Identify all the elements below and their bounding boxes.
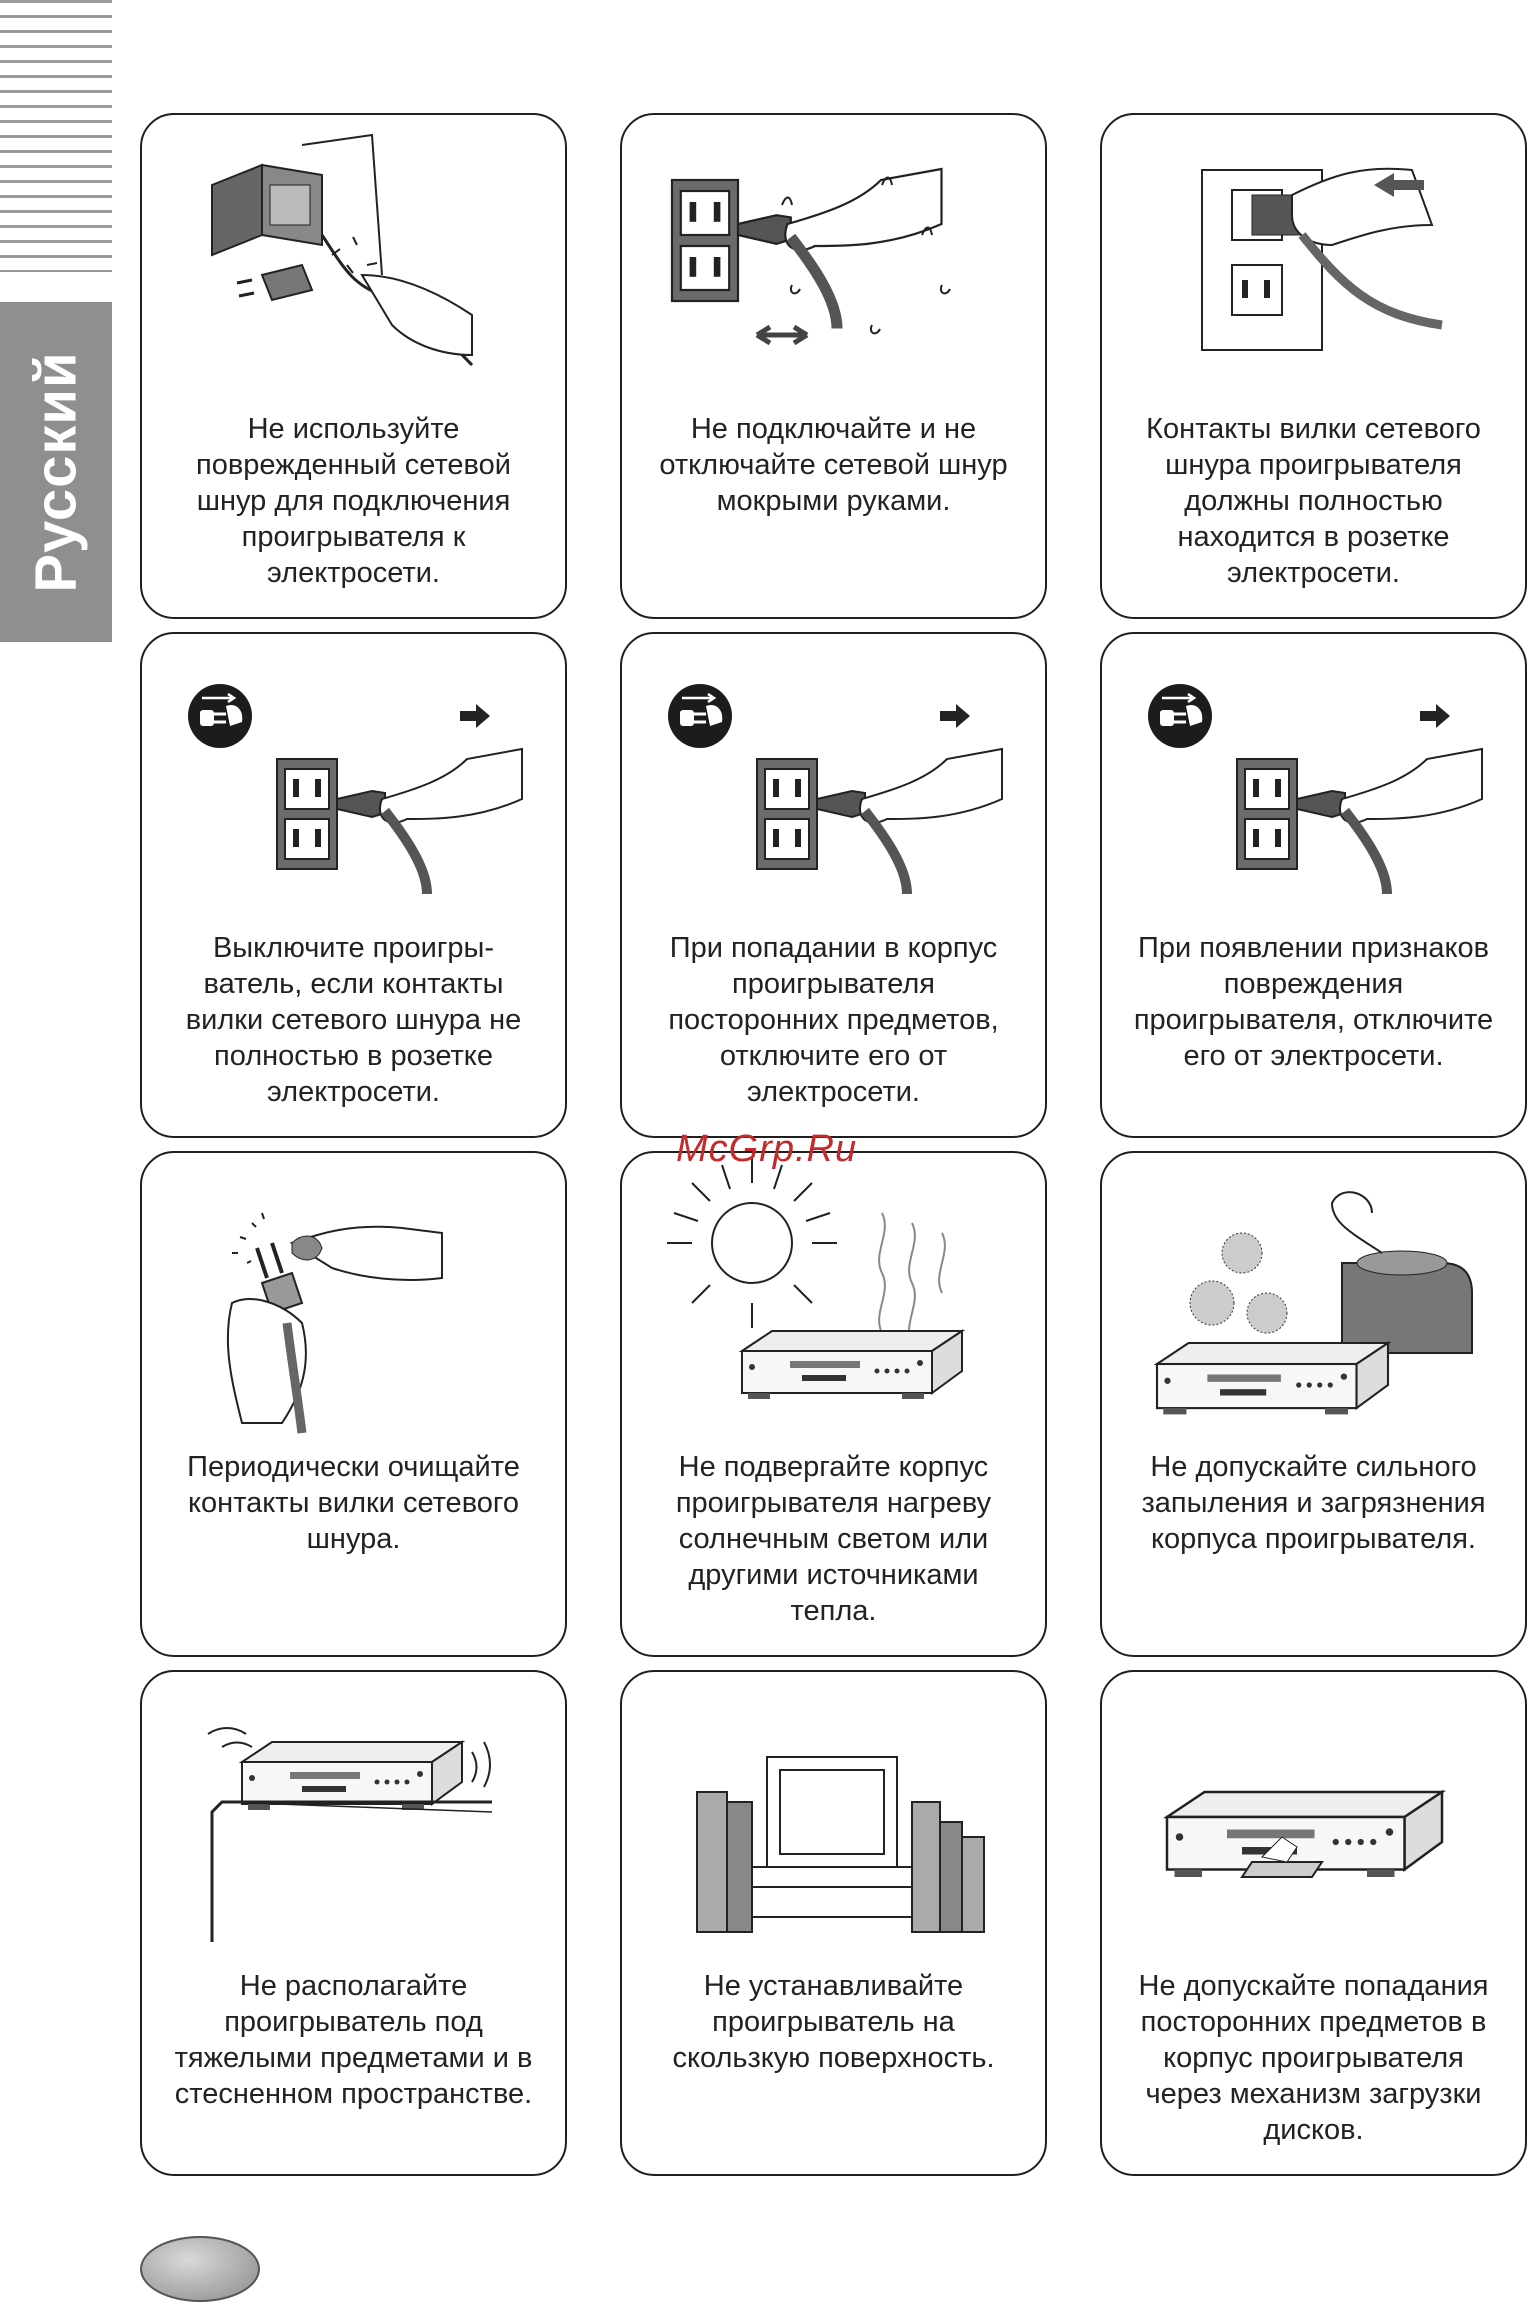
card-caption: Периодически очищайте контакты вилки сетевого шнура. xyxy=(187,1451,520,1555)
card-caption: Не допускайте попадания посторонних предметов в корпус проигрывателя через механизм загрузки дисков. xyxy=(1138,1970,1489,2146)
safety-card xyxy=(140,1670,567,2176)
language-tab-label: Русский xyxy=(23,351,89,593)
page-number-oval xyxy=(140,2236,260,2302)
safety-card xyxy=(1100,113,1527,619)
card-caption: Не подвергайте корпус проигрывателя нагреву солнечным светом или другими источниками тепла. xyxy=(675,1451,992,1627)
safety-card xyxy=(1100,1670,1527,2176)
safety-card xyxy=(1100,632,1527,1138)
unplug-icon xyxy=(1102,634,1524,934)
safety-card xyxy=(1100,1151,1527,1657)
card-caption: Не располагайте проигрыватель под тяжелыми предметами и в стесненном пространстве. xyxy=(174,1970,533,2110)
safety-card xyxy=(620,1670,1047,2176)
card-caption: Не используйте поврежденный сетевой шнур для подключения проигрывателя к электросети. xyxy=(196,413,511,589)
card-caption: Не подключайте и не отключайте сетевой шнур мокрыми руками. xyxy=(659,413,1008,517)
unplug-icon xyxy=(142,634,564,934)
safety-card xyxy=(140,1151,567,1657)
plug-fully-inserted-icon xyxy=(1102,115,1524,415)
card-caption: Выключите проигры- ватель, если контакты вилки сетевого шнура не полностью в розетке электросети. xyxy=(185,932,522,1108)
card-caption: Не устанавливайте проигрыватель на скользкую поверхность. xyxy=(672,1970,995,2074)
disc-tray-icon xyxy=(1102,1672,1524,1972)
safety-card xyxy=(620,113,1047,619)
sun-heat-icon xyxy=(622,1153,1044,1453)
card-caption: При появлении признаков повреждения проигрывателя, отключите его от электросети. xyxy=(1133,932,1494,1072)
clean-plug-icon xyxy=(142,1153,564,1453)
wet-hands-plug-icon xyxy=(622,115,1044,415)
stacked-equipment-icon xyxy=(622,1672,1044,1972)
damaged-cord-icon xyxy=(142,115,564,415)
margin-stripes xyxy=(0,0,112,272)
safety-card xyxy=(140,113,567,619)
safety-card xyxy=(620,632,1047,1138)
card-caption: Не допускайте сильного запыления и загрязнения корпуса проигрывателя. xyxy=(1141,1451,1486,1555)
card-caption: При попадании в корпус проигрывателя посторонних предметов, отключите его от электросети. xyxy=(668,932,999,1108)
card-caption: Контакты вилки сетевого шнура проигрывателя должны полностью находится в розетке электросети. xyxy=(1146,413,1481,589)
safety-card xyxy=(140,632,567,1138)
watermark: McGrp.Ru xyxy=(676,1128,858,1170)
dust-icon xyxy=(1102,1153,1524,1453)
unplug-icon xyxy=(622,634,1044,934)
language-tab xyxy=(0,302,112,642)
safety-card xyxy=(620,1151,1047,1657)
cramped-space-icon xyxy=(142,1672,564,1972)
